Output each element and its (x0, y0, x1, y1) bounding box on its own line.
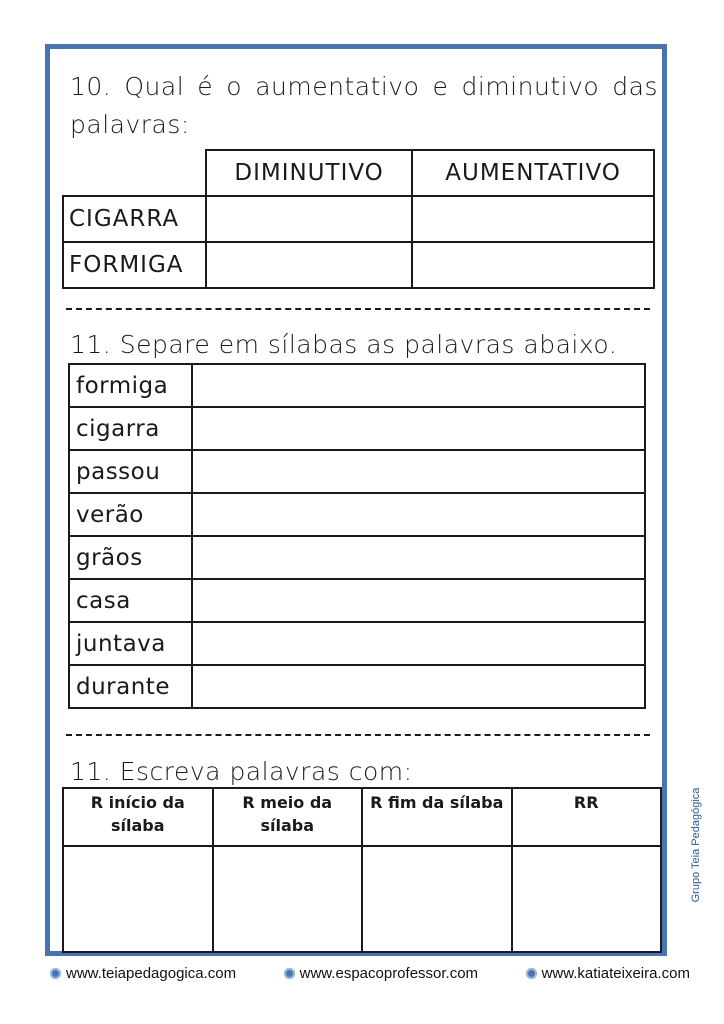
word-cell: formiga (69, 364, 192, 407)
question-10-text: 10. Qual é o aumentativo e diminutivo das palavras: (70, 72, 658, 139)
answer-cell[interactable] (362, 846, 512, 952)
table-row (69, 622, 645, 665)
answer-cell[interactable] (412, 242, 654, 288)
table-row (63, 846, 661, 952)
header-diminutivo: DIMINUTIVO (206, 150, 412, 196)
answer-cell[interactable] (512, 846, 662, 952)
answer-cell[interactable] (192, 579, 645, 622)
header-r-meio: R meio da sílaba (213, 788, 363, 846)
globe-icon (284, 968, 295, 979)
footer-link-text: www.teiapedagogica.com (66, 965, 237, 982)
answer-cell[interactable] (206, 196, 412, 242)
words-with-r-table (62, 787, 662, 953)
row-label-formiga: FORMIGA (63, 242, 206, 288)
question-11-text: 11. Separe em sílabas as palavras abaixo. (70, 330, 618, 359)
header-rr: RR (512, 788, 662, 846)
answer-cell[interactable] (192, 665, 645, 708)
answer-cell[interactable] (192, 407, 645, 450)
table-row (63, 196, 654, 242)
footer (50, 965, 690, 982)
diminutive-augmentative-table (62, 149, 655, 289)
answer-cell[interactable] (192, 493, 645, 536)
word-cell: passou (69, 450, 192, 493)
table-row (69, 450, 645, 493)
empty-corner-cell (63, 150, 206, 196)
table-row (69, 364, 645, 407)
table-header-row (63, 150, 654, 196)
table-row (69, 493, 645, 536)
answer-cell[interactable] (412, 196, 654, 242)
answer-cell[interactable] (192, 536, 645, 579)
word-cell: verão (69, 493, 192, 536)
word-cell: casa (69, 579, 192, 622)
table-row (69, 407, 645, 450)
answer-cell[interactable] (192, 622, 645, 665)
table-header-row (63, 788, 661, 846)
footer-link-text: www.espacoprofessor.com (299, 965, 479, 982)
answer-cell[interactable] (192, 450, 645, 493)
word-cell: juntava (69, 622, 192, 665)
answer-cell[interactable] (63, 846, 213, 952)
row-label-cigarra: CIGARRA (63, 196, 206, 242)
header-aumentativo: AUMENTATIVO (412, 150, 654, 196)
answer-cell[interactable] (213, 846, 363, 952)
side-credit (683, 770, 709, 920)
header-r-fim: R fim da sílaba (362, 788, 512, 846)
table-row (69, 536, 645, 579)
dashed-divider (66, 308, 650, 310)
word-cell: durante (69, 665, 192, 708)
footer-link-teiapedagogica[interactable] (50, 965, 236, 982)
dashed-divider (66, 734, 650, 736)
globe-icon (50, 968, 61, 979)
word-cell: cigarra (69, 407, 192, 450)
answer-cell[interactable] (206, 242, 412, 288)
footer-link-text: www.katiateixeira.com (541, 965, 690, 982)
answer-cell[interactable] (192, 364, 645, 407)
word-cell: grãos (69, 536, 192, 579)
syllable-table (68, 363, 646, 709)
globe-icon (526, 968, 537, 979)
table-row (69, 665, 645, 708)
table-row (69, 579, 645, 622)
footer-link-katiateixeira[interactable] (526, 965, 690, 982)
side-credit-text: Grupo Teia Pedagógica (690, 787, 702, 903)
header-r-inicio: R início da sílaba (63, 788, 213, 846)
table-row (63, 242, 654, 288)
question-12-text: 11. Escreva palavras com: (70, 757, 413, 786)
footer-link-espacoprofessor[interactable] (284, 965, 478, 982)
